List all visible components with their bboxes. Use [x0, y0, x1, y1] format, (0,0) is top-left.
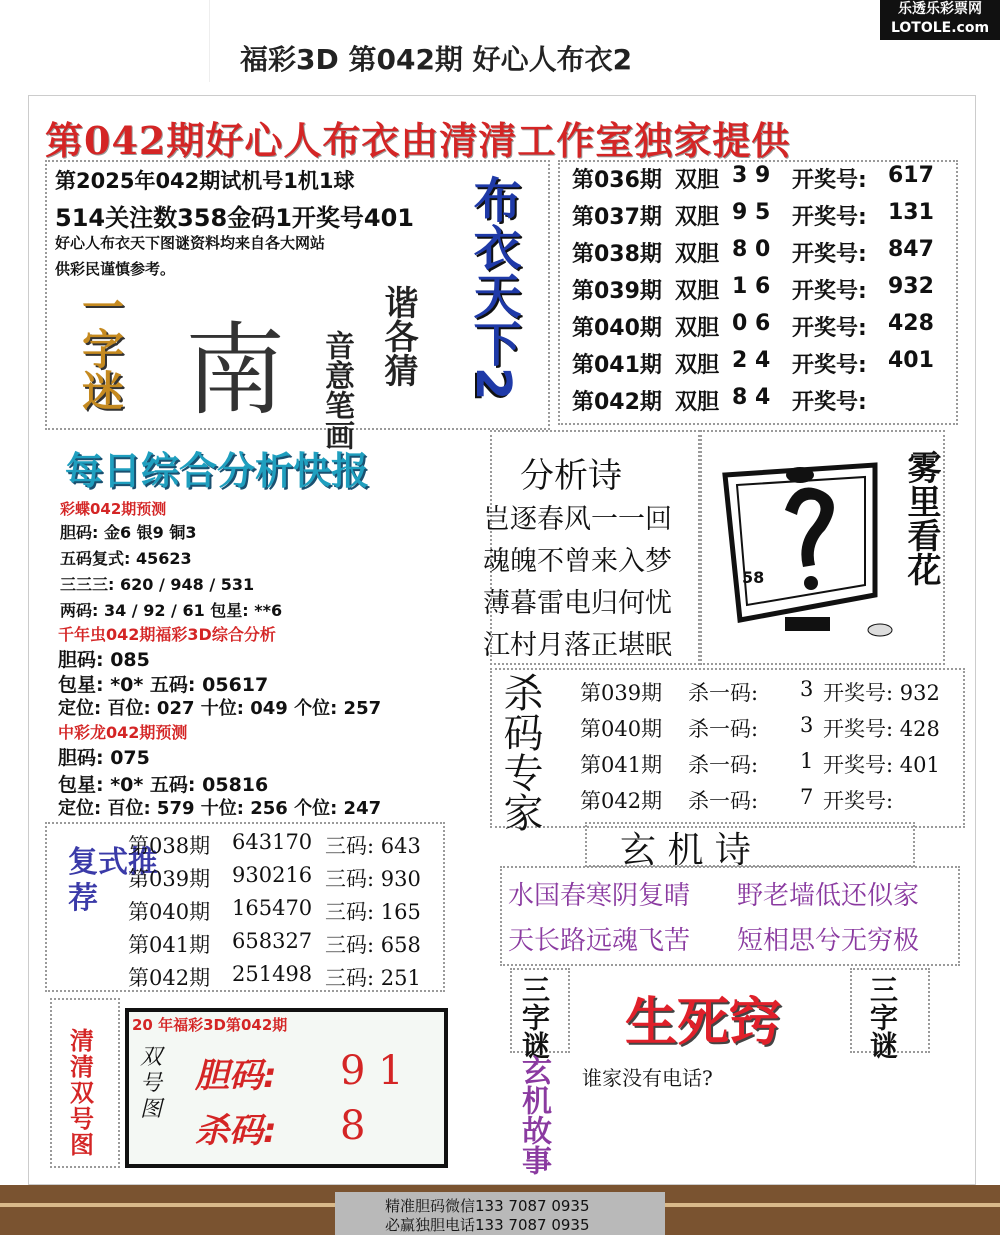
- kill-label-text: 杀一码:: [688, 789, 759, 813]
- kill-num: 3: [800, 713, 814, 737]
- qingqing-heading: 20 年福彩3D第042期: [132, 1016, 288, 1034]
- puzzle-big-char: 南: [185, 312, 285, 429]
- history-period: 第036期: [572, 168, 662, 193]
- fushi-sanma: 三码: 930: [325, 867, 421, 891]
- caidie-liangma: 两码: 34 / 92 / 61 包星: **6: [60, 601, 283, 620]
- history-label: 双胆: [675, 316, 720, 341]
- history-period: 第042期: [572, 390, 662, 415]
- kill-num: 7: [800, 785, 814, 809]
- history-period: 第041期: [572, 353, 662, 378]
- watermark-line2: LOTOLE.com: [890, 20, 990, 36]
- puzzle-left-label: 一字迷: [76, 285, 125, 411]
- figure-hat: [786, 467, 814, 483]
- fog-label: 雾里看花: [901, 450, 941, 586]
- caidie-dan: 胆码: 金6 银9 铜3: [60, 523, 197, 542]
- zimi-story-label: 玄机故事: [516, 1055, 551, 1175]
- watermark-line1: 乐透乐彩票网: [898, 1, 982, 17]
- qingqing-dan-value: 9 1: [340, 1048, 404, 1094]
- history-label: 双胆: [675, 390, 720, 415]
- history-period: 第038期: [572, 242, 662, 267]
- history-prize-label: 开奖号:: [792, 168, 867, 193]
- history-label: 双胆: [675, 353, 720, 378]
- fushi-period: 第038期: [128, 834, 211, 858]
- fushi-sanma: 三码: 251: [325, 966, 421, 990]
- fushi-nums: 643170: [232, 830, 313, 854]
- kill-label-text: 杀一码:: [688, 753, 759, 777]
- fushi-period: 第042期: [128, 966, 211, 990]
- footer-line2: 必赢独胆电话133 7087 0935: [385, 1216, 590, 1234]
- xuanji-title: 玄 机 诗: [620, 830, 751, 871]
- history-nums: 2 4: [732, 348, 771, 373]
- poem1-line: 魂魄不曾来入梦: [483, 546, 672, 577]
- banner-title: 第042期好心人布衣由清清工作室独家提供: [45, 118, 791, 163]
- qiannian-dan: 胆码: 085: [58, 649, 150, 671]
- kill-num: 1: [800, 749, 814, 773]
- fushi-label: 复式推荐: [68, 845, 158, 916]
- poem1-line: 岂逐春风一一回: [483, 504, 672, 535]
- history-prize: 847: [888, 237, 934, 262]
- kill-label: 杀码专家: [497, 672, 543, 832]
- qingqing-sha-value: 8: [340, 1103, 366, 1149]
- xuanji-line4: 短相思兮无穷极: [737, 926, 920, 956]
- fog-number: 58: [742, 568, 765, 587]
- caidie-sansan: 三三三: 620 / 948 / 531: [60, 575, 255, 594]
- kill-period: 第039期: [580, 681, 663, 705]
- analysis-header: 每日综合分析快报: [65, 449, 370, 493]
- history-period: 第039期: [572, 279, 662, 304]
- history-nums: 8 4: [732, 385, 771, 410]
- qiannian-dingwei: 定位: 百位: 027 十位: 049 个位: 257: [58, 698, 382, 719]
- fushi-period: 第040期: [128, 900, 211, 924]
- qingqing-label: 清清双号图: [70, 1027, 94, 1159]
- qiannian-title: 千年虫042期福彩3D综合分析: [58, 625, 276, 644]
- intro-note1: 好心人布衣天下图谜资料均来自各大网站: [55, 234, 326, 252]
- history-prize: 932: [888, 274, 934, 299]
- history-prize-label: 开奖号:: [792, 316, 867, 341]
- fushi-nums: 251498: [232, 962, 313, 986]
- xuanji-line2: 野老墙低还似家: [737, 881, 920, 911]
- qingqing-dan-label: 胆码:: [195, 1056, 277, 1096]
- kill-period: 第042期: [580, 789, 663, 813]
- kill-label-text: 杀一码:: [688, 717, 759, 741]
- fushi-nums: 930216: [232, 863, 313, 887]
- puzzle-right-col1: 谐各猜: [378, 285, 418, 387]
- intro-line1: 第2025年042期试机号1机1球: [55, 169, 355, 193]
- history-label: 双胆: [675, 168, 720, 193]
- history-nums: 8 0: [732, 237, 771, 262]
- history-prize-label: 开奖号:: [792, 353, 867, 378]
- history-nums: 3 9: [732, 163, 771, 188]
- zhongcailong-dingwei: 定位: 百位: 579 十位: 256 个位: 247: [58, 798, 382, 819]
- monitor-stand: [785, 617, 830, 631]
- history-prize-label: 开奖号:: [792, 205, 867, 230]
- qiannian-baoxing: 包星: *0* 五码: 05617: [58, 674, 269, 696]
- kill-label-text: 杀一码:: [688, 681, 759, 705]
- kill-prize: 开奖号: 932: [823, 681, 940, 705]
- caidie-title: 彩蝶042期预测: [60, 500, 167, 518]
- history-prize: 428: [888, 311, 934, 336]
- qingqing-sha-label: 杀码:: [195, 1111, 277, 1151]
- history-nums: 0 6: [732, 311, 771, 336]
- page-title: 福彩3D 第042期 好心人布衣2: [240, 43, 633, 76]
- fushi-sanma: 三码: 165: [325, 900, 421, 924]
- zhongcailong-title: 中彩龙042期预测: [58, 723, 188, 742]
- vertical-title: 布衣天下2: [465, 175, 521, 401]
- caidie-wuma: 五码复式: 45623: [60, 549, 192, 568]
- fushi-period: 第041期: [128, 933, 211, 957]
- history-label: 双胆: [675, 242, 720, 267]
- zhongcailong-dan: 胆码: 075: [58, 747, 150, 769]
- fushi-nums: 658327: [232, 929, 313, 953]
- history-prize: 401: [888, 348, 934, 373]
- history-nums: 9 5: [732, 200, 771, 225]
- kill-prize: 开奖号:: [823, 789, 894, 813]
- history-label: 双胆: [675, 205, 720, 230]
- history-label: 双胆: [675, 279, 720, 304]
- intro-note2: 供彩民谨慎参考。: [55, 260, 176, 278]
- poem1-title: 分析诗: [520, 456, 622, 496]
- fog-image: [715, 455, 900, 655]
- kill-num: 3: [800, 677, 814, 701]
- xuanji-line3: 天长路远魂飞苦: [508, 926, 691, 956]
- kill-prize: 开奖号: 401: [823, 753, 940, 777]
- history-prize: 617: [888, 163, 934, 188]
- fushi-nums: 165470: [232, 896, 313, 920]
- history-nums: 1 6: [732, 274, 771, 299]
- intro-line2: 514关注数358金码1开奖号401: [55, 204, 414, 232]
- fushi-sanma: 三码: 658: [325, 933, 421, 957]
- kill-period: 第040期: [580, 717, 663, 741]
- xuanji-line1: 水国春寒阴复晴: [508, 881, 691, 911]
- history-prize-label: 开奖号:: [792, 242, 867, 267]
- history-period: 第037期: [572, 205, 662, 230]
- site-watermark: [880, 0, 1000, 40]
- puzzle-right-col2: 音意笔画: [319, 330, 354, 450]
- qingqing-side: 双号图: [140, 1045, 163, 1122]
- footer-line1: 精准胆码微信133 7087 0935: [385, 1197, 590, 1215]
- zimi-right-label: 三字谜: [866, 975, 899, 1059]
- history-prize-label: 开奖号:: [792, 279, 867, 304]
- fushi-sanma: 三码: 643: [325, 834, 421, 858]
- poem1-line: 薄暮雷电归何忧: [483, 588, 672, 619]
- mouse: [868, 624, 892, 636]
- kill-period: 第041期: [580, 753, 663, 777]
- kill-prize: 开奖号: 428: [823, 717, 940, 741]
- history-prize-label: 开奖号:: [792, 390, 867, 415]
- zimi-title: 生死窍: [625, 993, 782, 1053]
- zimi-left-label: 三字谜: [518, 975, 551, 1059]
- zhongcailong-baoxing: 包星: *0* 五码: 05816: [58, 774, 269, 796]
- zimi-question: 谁家没有电话?: [582, 1066, 713, 1090]
- history-period: 第040期: [572, 316, 662, 341]
- poem1-line: 江村月落正堪眠: [483, 630, 672, 661]
- question-dot: [804, 576, 818, 590]
- header-white-block: [30, 0, 210, 82]
- history-prize: 131: [888, 200, 934, 225]
- fushi-period: 第039期: [128, 867, 211, 891]
